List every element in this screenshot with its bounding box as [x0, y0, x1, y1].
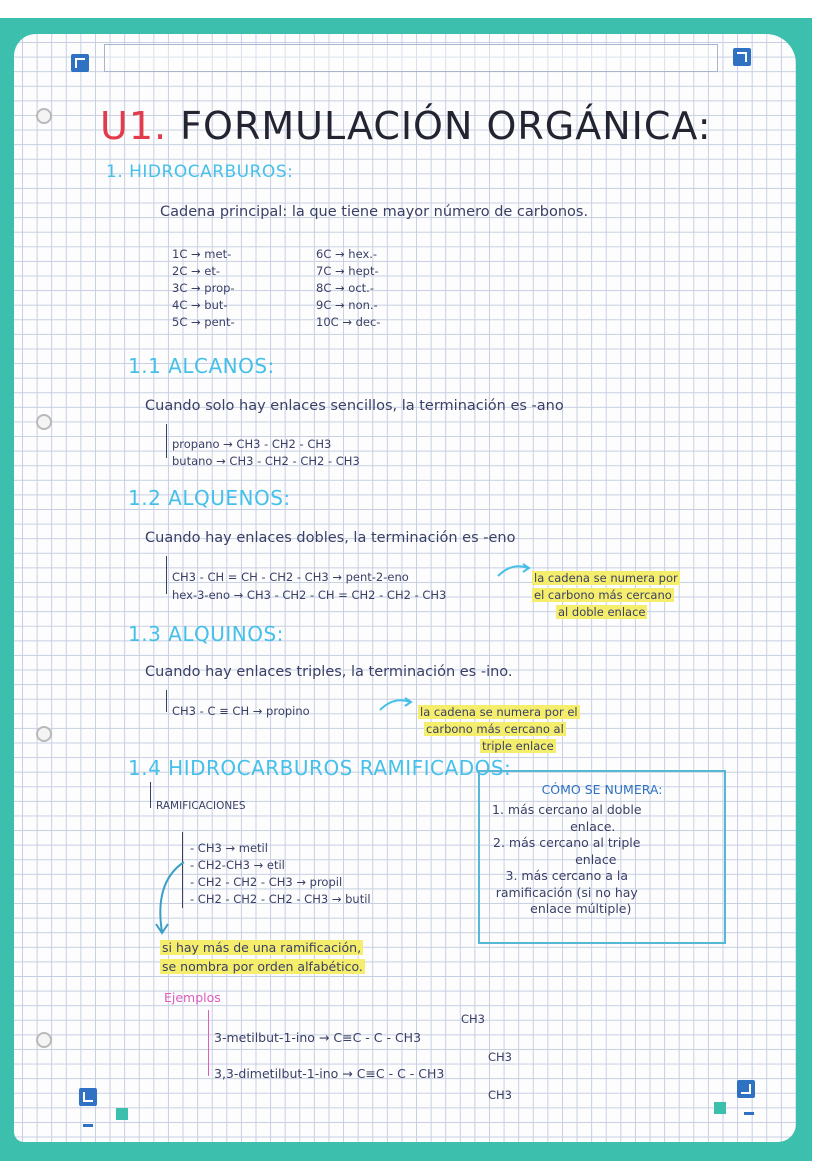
box-title: CÓMO SE NUMERA:	[541, 782, 663, 797]
box-line: enlace múltiple)	[530, 901, 632, 916]
prefix-item: 7C → hept-	[316, 264, 379, 278]
example2-bottom-substituent: CH3	[488, 1088, 512, 1102]
note-line: triple enlace	[482, 739, 554, 753]
curved-arrow-icon	[496, 560, 532, 580]
prefix-item: 6C → hex.-	[316, 247, 378, 261]
box-line: enlace	[575, 851, 617, 867]
alcanos-examples	[172, 436, 360, 470]
example-line: CH3 - CH = CH - CH2 - CH3 → pent-2-eno	[172, 570, 409, 584]
example2: 3,3-dimetilbut-1-ino → C≡C - C - CH3	[214, 1066, 445, 1081]
note-line: la cadena se numera por el	[420, 705, 578, 719]
corner-mark-bottom-left-icon	[79, 1088, 97, 1106]
example1-top-substituent: CH3	[461, 1012, 485, 1026]
prefix-item: 1C → met-	[172, 247, 232, 261]
prefix-item: 8C → oct.-	[316, 281, 374, 295]
page-title	[100, 104, 712, 148]
alquinos-example: CH3 - C ≡ CH → propino	[172, 704, 310, 718]
box-line: ramificación (si no hay	[495, 884, 638, 900]
corner-mark-top-left-icon	[71, 54, 89, 72]
ramificados-note	[160, 938, 365, 976]
alquenos-note	[532, 570, 680, 621]
prefix-item: 10C → dec-	[316, 315, 381, 329]
ramificaciones-label: RAMIFICACIONES	[156, 800, 246, 812]
branch-item: - CH2 - CH2 - CH2 - CH3 → butil	[190, 892, 371, 906]
section-heading-alcanos: 1.1 ALCANOS:	[128, 354, 275, 378]
bracket-line	[166, 424, 167, 458]
prefix-item: 9C → non.-	[316, 298, 378, 312]
note-line: el carbono más cercano	[534, 588, 672, 602]
prefix-list-left	[172, 246, 235, 331]
punch-hole-2-icon	[36, 414, 52, 430]
ramificaciones-list	[190, 840, 371, 908]
numbering-box	[478, 770, 726, 944]
blue-dash-left	[83, 1124, 93, 1127]
corner-mark-bottom-right-icon	[737, 1080, 755, 1098]
example2-top-substituent: CH3	[488, 1050, 512, 1064]
section-heading-ramificados: 1.4 HIDROCARBUROS RAMIFICADOS:	[128, 756, 512, 780]
section-heading-alquenos: 1.2 ALQUENOS:	[128, 486, 291, 510]
alquenos-examples	[172, 568, 446, 604]
teal-square-right	[714, 1102, 726, 1114]
box-line: 3. más cercano a la	[505, 868, 628, 883]
box-line: 1. más cercano al doble	[492, 802, 642, 817]
bracket-line	[150, 782, 151, 808]
section-heading-alquinos: 1.3 ALQUINOS:	[128, 622, 284, 646]
punch-hole-3-icon	[36, 726, 52, 742]
branch-item: - CH2 - CH2 - CH3 → propil	[190, 875, 343, 889]
example1: 3-metilbut-1-ino → C≡C - C - CH3	[214, 1030, 422, 1045]
alquinos-rule: Cuando hay enlaces triples, la terminación es -ino.	[145, 664, 513, 680]
title-prefix: U1.	[100, 104, 168, 148]
bracket-line	[208, 1010, 209, 1076]
punch-hole-4-icon	[36, 1032, 52, 1048]
bracket-line	[166, 556, 167, 594]
example-line: propano → CH3 - CH2 - CH3	[172, 437, 332, 451]
punch-hole-1-icon	[36, 108, 52, 124]
alquinos-note	[418, 704, 580, 755]
box-line: 2. más cercano al triple	[493, 835, 641, 850]
note-line: carbono más cercano al	[426, 722, 564, 736]
box-lines	[492, 802, 642, 918]
examples-heading: Ejemplos	[164, 990, 221, 1005]
note-line: si hay más de una ramificación,	[162, 940, 362, 955]
example-line: hex-3-eno → CH3 - CH2 - CH = CH2 - CH2 - CH3	[172, 588, 447, 602]
teal-square-left	[116, 1108, 128, 1120]
bracket-line	[166, 690, 167, 712]
section-heading-hidrocarburos: 1. HIDROCARBUROS:	[106, 162, 294, 182]
alcanos-rule: Cuando solo hay enlaces sencillos, la terminación es -ano	[145, 398, 564, 414]
main-chain-definition: Cadena principal: la que tiene mayor número de carbonos.	[160, 204, 589, 220]
prefix-item: 5C → pent-	[172, 315, 235, 329]
corner-mark-top-right-icon	[733, 48, 751, 66]
curved-arrow-icon	[378, 694, 414, 714]
example-line: butano → CH3 - CH2 - CH2 - CH3	[172, 454, 360, 468]
note-line: la cadena se numera por	[534, 571, 678, 585]
prefix-item: 2C → et-	[172, 264, 221, 278]
prefix-item: 3C → prop-	[172, 281, 235, 295]
header-box	[104, 44, 718, 72]
branch-item: - CH2-CH3 → etil	[190, 858, 285, 872]
box-line: enlace.	[570, 818, 616, 834]
blue-dash-right	[744, 1112, 754, 1115]
prefix-item: 4C → but-	[172, 298, 228, 312]
curved-arrow-icon	[148, 858, 188, 938]
prefix-list-right	[316, 246, 380, 331]
branch-item: - CH3 → metil	[190, 841, 268, 855]
alquenos-rule: Cuando hay enlaces dobles, la terminación es -eno	[145, 530, 516, 546]
title-text: FORMULACIÓN ORGÁNICA:	[180, 104, 712, 148]
note-line: al doble enlace	[558, 605, 646, 619]
note-line: se nombra por orden alfabético.	[162, 959, 363, 974]
